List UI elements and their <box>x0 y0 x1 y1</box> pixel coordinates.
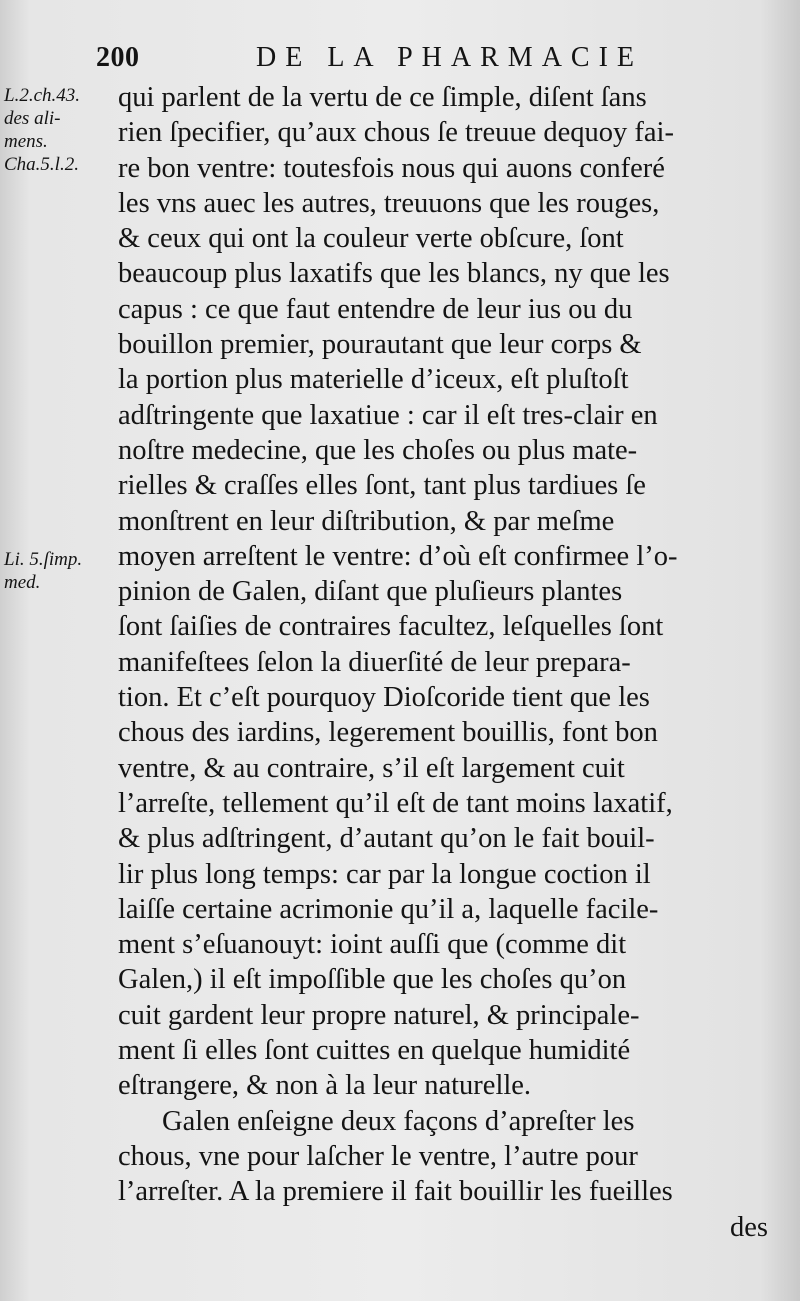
text-line: Galen,) il eſt impoſſible que les choſes qu’on <box>118 964 627 996</box>
text-line: rien ſpecifier, qu’aux chous ſe treuue dequoy fai- <box>118 117 674 149</box>
text-line: monſtrent en leur diſtribution, & par meſme <box>118 505 615 537</box>
margin-note-line: Li. 5.ſimp. <box>4 549 83 570</box>
text-line: ment ſi elles ſont cuittes en quelque humidité <box>118 1035 631 1067</box>
text-line: moyen arreſtent le ventre: d’où eſt confirmee l’o- <box>118 540 678 572</box>
text-line: ſont ſaiſies de contraires facultez, leſquelles ſont <box>118 611 664 643</box>
text-line: chous, vne pour laſcher le ventre, l’autre pour <box>118 1140 638 1172</box>
running-head: DE LA PHARMACIE <box>256 42 644 73</box>
margin-note-line: Cha.5.l.2. <box>4 154 79 175</box>
page-header <box>0 42 800 82</box>
text-line: les vns auec les autres, treuuons que les rouges, <box>118 187 660 219</box>
text-line: capus : ce que faut entendre de leur ius ou du <box>118 293 633 325</box>
text-line: & plus adſtringent, d’autant qu’on le fait bouil- <box>118 823 655 855</box>
text-line: eſtrangere, & non à la leur naturelle. <box>118 1070 532 1102</box>
text-line: tion. Et c’eſt pourquoy Dioſcoride tient que les <box>118 682 650 714</box>
text-line: re bon ventre: toutesfois nous qui auons conferé <box>118 152 665 184</box>
paragraph-start-line: Galen enſeigne deux façons d’apreſter les <box>162 1105 635 1137</box>
text-line: & ceux qui ont la couleur verte obſcure, ſont <box>118 223 624 255</box>
text-line: pinion de Galen, diſant que pluſieurs plantes <box>118 576 623 608</box>
text-line: ventre, & au contraire, s’il eſt largement cuit <box>118 752 625 784</box>
body-text <box>118 80 768 1245</box>
text-line: cuit gardent leur propre naturel, & principale- <box>118 999 640 1031</box>
text-line: lir plus long temps: car par la longue coction il <box>118 858 651 890</box>
margin-note-reference-2 <box>4 548 82 594</box>
margin-note-line: L.2.ch.43. <box>4 85 80 106</box>
text-line: l’arreſter. A la premiere il fait bouillir les fueilles <box>118 1176 673 1208</box>
text-line: bouillon premier, pourautant que leur corps & <box>118 329 642 361</box>
text-line: l’arreſte, tellement qu’il eſt de tant moins laxatif, <box>118 787 673 819</box>
margin-note-reference-1 <box>4 84 80 176</box>
text-line: chous des iardins, legerement bouillis, font bon <box>118 717 658 749</box>
text-line: noſtre medecine, que les choſes ou plus mate- <box>118 434 638 466</box>
page-number: 200 <box>96 42 140 73</box>
text-line: ment s’eſuanouyt: ioint auſſi que (comme dit <box>118 929 627 961</box>
catchword-line <box>118 1210 768 1245</box>
margin-note-line: med. <box>4 572 41 593</box>
margin-note-line: mens. <box>4 131 48 152</box>
margin-note-line: des ali- <box>4 108 61 129</box>
catchword: des <box>730 1211 768 1243</box>
text-line: manifeſtees ſelon la diuerſité de leur prepara- <box>118 646 631 678</box>
text-line: qui parlent de la vertu de ce ſimple, diſent ſans <box>118 82 647 113</box>
text-line: beaucoup plus laxatifs que les blancs, ny que les <box>118 258 670 290</box>
text-line: la portion plus materielle d’iceux, eſt pluſtoſt <box>118 364 629 396</box>
text-line: laiſſe certaine acrimonie qu’il a, laquelle facile- <box>118 893 659 925</box>
text-line: rielles & craſſes elles ſont, tant plus tardiues ſe <box>118 470 646 502</box>
text-line: adſtringente que laxatiue : car il eſt tres-clair en <box>118 399 658 431</box>
